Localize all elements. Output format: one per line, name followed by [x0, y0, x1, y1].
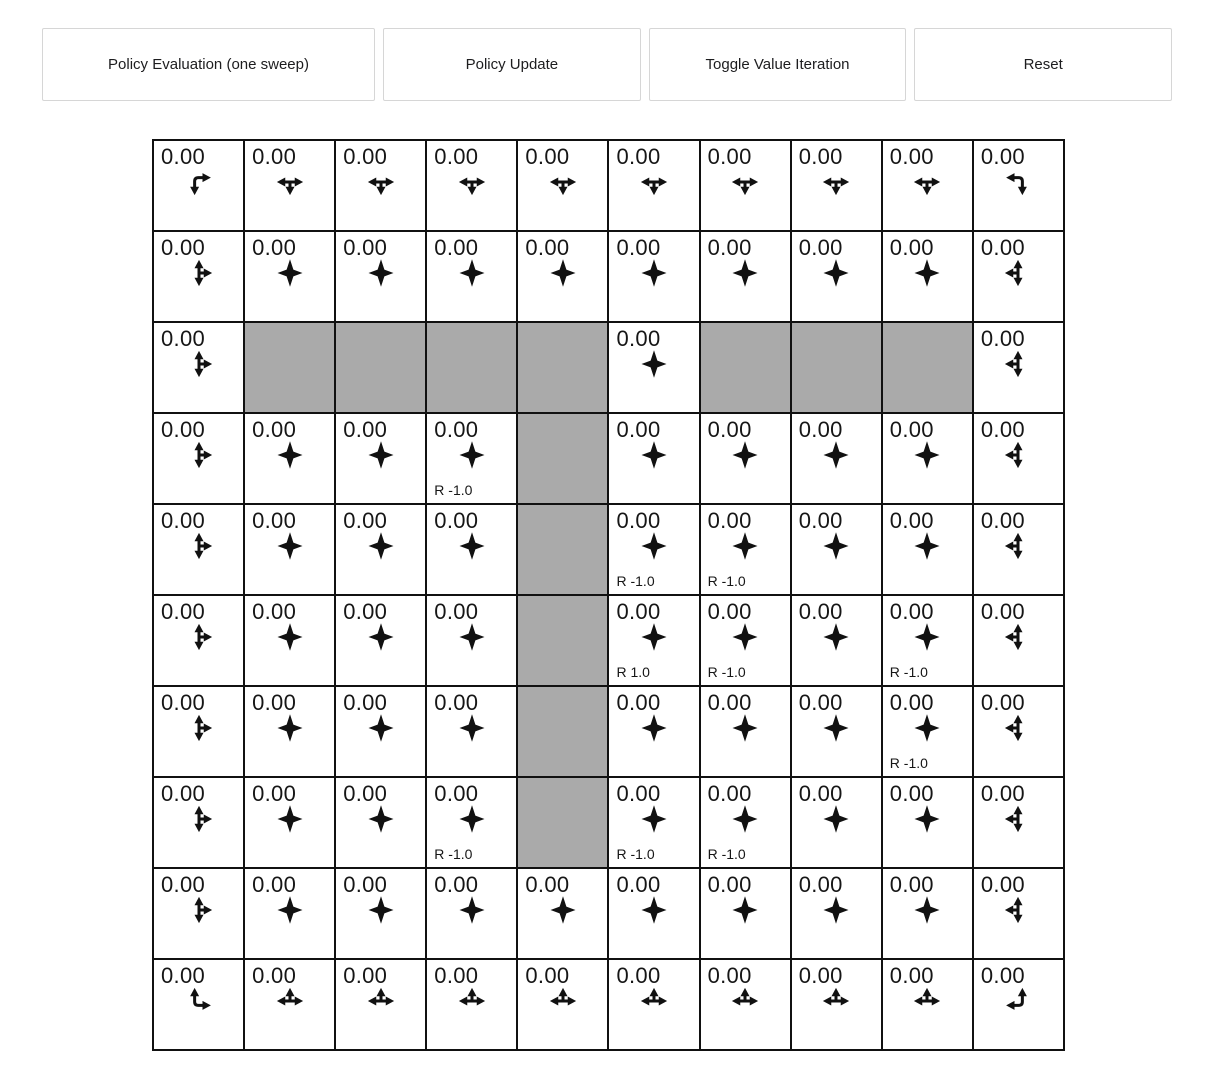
grid-cell — [974, 778, 1063, 867]
policy-arrow-all-directions-icon — [366, 258, 396, 288]
cell-value: 0.00 — [252, 417, 297, 442]
grid-cell — [154, 596, 243, 685]
policy-arrow-left-up-right-icon — [821, 986, 851, 1016]
policy-arrow-up-down-left-icon — [1003, 440, 1033, 470]
cell-value: 0.00 — [980, 144, 1025, 169]
grid-cell — [701, 778, 790, 867]
cell-value: 0.00 — [434, 508, 479, 533]
grid-cell — [336, 505, 425, 594]
policy-update-button[interactable]: Policy Update — [383, 28, 641, 101]
cell-value: 0.00 — [798, 872, 843, 897]
policy-arrow-all-directions-icon — [275, 531, 305, 561]
policy-arrow-all-directions-icon — [457, 258, 487, 288]
grid-cell — [336, 414, 425, 503]
grid-cell — [609, 960, 698, 1049]
grid-cell — [518, 232, 607, 321]
grid-cell — [701, 960, 790, 1049]
grid-cell — [154, 505, 243, 594]
cell-value: 0.00 — [707, 235, 752, 260]
grid-cell — [792, 960, 881, 1049]
cell-reward: R -1.0 — [707, 664, 746, 680]
cell-value: 0.00 — [616, 144, 661, 169]
policy-arrow-left-up-right-icon — [366, 986, 396, 1016]
grid-cell — [792, 687, 881, 776]
wall-cell — [427, 323, 516, 412]
grid-cell — [883, 141, 972, 230]
policy-arrow-left-down-icon — [1003, 167, 1033, 197]
grid-cell — [427, 687, 516, 776]
cell-value: 0.00 — [616, 326, 661, 351]
policy-arrow-up-left-icon — [1003, 986, 1033, 1016]
policy-arrow-all-directions-icon — [821, 440, 851, 470]
grid-cell — [974, 869, 1063, 958]
cell-value: 0.00 — [525, 872, 570, 897]
policy-arrow-all-directions-icon — [275, 622, 305, 652]
cell-value: 0.00 — [161, 872, 206, 897]
grid-cell — [245, 960, 334, 1049]
grid-cell — [245, 505, 334, 594]
cell-value: 0.00 — [434, 599, 479, 624]
policy-arrow-left-down-right-icon — [639, 167, 669, 197]
grid-cell — [245, 687, 334, 776]
grid-cell — [792, 778, 881, 867]
policy-arrow-all-directions-icon — [366, 895, 396, 925]
grid-cell — [336, 141, 425, 230]
cell-value: 0.00 — [343, 144, 388, 169]
cell-value: 0.00 — [798, 963, 843, 988]
policy-arrow-all-directions-icon — [457, 440, 487, 470]
grid-cell — [792, 232, 881, 321]
cell-value: 0.00 — [616, 508, 661, 533]
grid-cell — [154, 232, 243, 321]
cell-value: 0.00 — [798, 144, 843, 169]
policy-arrow-all-directions-icon — [275, 713, 305, 743]
cell-value: 0.00 — [161, 508, 206, 533]
cell-value: 0.00 — [798, 781, 843, 806]
cell-value: 0.00 — [889, 235, 934, 260]
policy-arrow-all-directions-icon — [639, 258, 669, 288]
grid-cell — [792, 141, 881, 230]
cell-value: 0.00 — [525, 144, 570, 169]
wall-cell — [518, 414, 607, 503]
policy-arrow-all-directions-icon — [912, 440, 942, 470]
cell-value: 0.00 — [889, 417, 934, 442]
policy-arrow-left-down-right-icon — [730, 167, 760, 197]
grid-cell — [883, 596, 972, 685]
grid-cell — [974, 323, 1063, 412]
cell-value: 0.00 — [980, 417, 1025, 442]
policy-arrow-all-directions-icon — [457, 804, 487, 834]
cell-value: 0.00 — [434, 417, 479, 442]
policy-arrow-all-directions-icon — [912, 531, 942, 561]
policy-arrow-all-directions-icon — [639, 440, 669, 470]
policy-arrow-all-directions-icon — [366, 804, 396, 834]
cell-value: 0.00 — [343, 963, 388, 988]
grid-cell — [427, 596, 516, 685]
cell-value: 0.00 — [434, 144, 479, 169]
policy-arrow-left-up-right-icon — [275, 986, 305, 1016]
policy-arrow-all-directions-icon — [366, 531, 396, 561]
grid-cell — [609, 596, 698, 685]
policy-arrow-all-directions-icon — [730, 713, 760, 743]
grid-cell — [883, 505, 972, 594]
grid-cell — [154, 869, 243, 958]
cell-value: 0.00 — [707, 599, 752, 624]
cell-value: 0.00 — [161, 599, 206, 624]
cell-reward: R -1.0 — [889, 664, 928, 680]
grid-cell — [154, 414, 243, 503]
cell-value: 0.00 — [707, 781, 752, 806]
grid-cell — [154, 141, 243, 230]
cell-value: 0.00 — [798, 235, 843, 260]
grid-cell — [427, 778, 516, 867]
grid-cell — [974, 414, 1063, 503]
grid-cell — [974, 596, 1063, 685]
toolbar — [42, 28, 1172, 101]
policy-arrow-left-down-right-icon — [548, 167, 578, 197]
cell-value: 0.00 — [798, 690, 843, 715]
policy-arrow-up-down-left-icon — [1003, 804, 1033, 834]
cell-reward: R -1.0 — [707, 846, 746, 862]
cell-value: 0.00 — [707, 144, 752, 169]
policy-arrow-all-directions-icon — [639, 713, 669, 743]
policy-arrow-up-down-right-icon — [184, 440, 214, 470]
grid-cell — [883, 960, 972, 1049]
policy-arrow-all-directions-icon — [730, 804, 760, 834]
cell-value: 0.00 — [980, 690, 1025, 715]
reset-button[interactable]: Reset — [914, 28, 1172, 101]
grid-cell — [336, 596, 425, 685]
cell-reward: R -1.0 — [707, 573, 746, 589]
policy-arrow-all-directions-icon — [821, 713, 851, 743]
cell-value: 0.00 — [889, 144, 934, 169]
policy-arrow-all-directions-icon — [821, 895, 851, 925]
cell-value: 0.00 — [707, 690, 752, 715]
policy-arrow-all-directions-icon — [457, 713, 487, 743]
policy-arrow-all-directions-icon — [457, 895, 487, 925]
cell-value: 0.00 — [616, 872, 661, 897]
cell-value: 0.00 — [252, 690, 297, 715]
cell-value: 0.00 — [343, 872, 388, 897]
cell-value: 0.00 — [707, 508, 752, 533]
policy-arrow-all-directions-icon — [639, 804, 669, 834]
grid-cell — [518, 141, 607, 230]
grid-cell — [792, 505, 881, 594]
grid-cell — [427, 505, 516, 594]
cell-value: 0.00 — [980, 508, 1025, 533]
cell-value: 0.00 — [161, 235, 206, 260]
policy-arrow-all-directions-icon — [912, 258, 942, 288]
grid-cell — [974, 141, 1063, 230]
cell-value: 0.00 — [252, 508, 297, 533]
policy-arrow-all-directions-icon — [730, 258, 760, 288]
cell-value: 0.00 — [434, 781, 479, 806]
policy-arrow-all-directions-icon — [275, 804, 305, 834]
grid-cell — [792, 596, 881, 685]
grid-cell — [518, 869, 607, 958]
cell-value: 0.00 — [980, 872, 1025, 897]
grid-cell — [154, 960, 243, 1049]
grid-cell — [701, 505, 790, 594]
policy-arrow-all-directions-icon — [366, 440, 396, 470]
wall-cell — [701, 323, 790, 412]
cell-value: 0.00 — [980, 326, 1025, 351]
policy-arrow-up-down-left-icon — [1003, 531, 1033, 561]
policy-arrow-all-directions-icon — [912, 895, 942, 925]
policy-arrow-all-directions-icon — [275, 895, 305, 925]
grid-cell — [427, 141, 516, 230]
policy-arrow-left-up-right-icon — [912, 986, 942, 1016]
grid-cell — [245, 232, 334, 321]
cell-value: 0.00 — [616, 599, 661, 624]
policy-arrow-left-down-right-icon — [275, 167, 305, 197]
grid-cell — [701, 141, 790, 230]
cell-reward: R 1.0 — [616, 664, 650, 680]
cell-reward: R -1.0 — [434, 482, 473, 498]
cell-value: 0.00 — [889, 599, 934, 624]
policy-arrow-up-down-right-icon — [184, 622, 214, 652]
grid-cell — [245, 141, 334, 230]
policy-arrow-down-right-icon — [184, 167, 214, 197]
policy-evaluation-button[interactable]: Policy Evaluation (one sweep) — [42, 28, 375, 101]
cell-reward: R -1.0 — [616, 846, 655, 862]
toggle-value-iteration-button[interactable]: Toggle Value Iteration — [649, 28, 907, 101]
policy-arrow-all-directions-icon — [457, 531, 487, 561]
cell-reward: R -1.0 — [889, 755, 928, 771]
cell-value: 0.00 — [525, 235, 570, 260]
policy-arrow-all-directions-icon — [639, 622, 669, 652]
policy-arrow-up-down-right-icon — [184, 895, 214, 925]
grid-cell — [701, 869, 790, 958]
cell-value: 0.00 — [889, 508, 934, 533]
cell-value: 0.00 — [252, 144, 297, 169]
policy-arrow-up-down-right-icon — [184, 258, 214, 288]
grid-cell — [883, 869, 972, 958]
cell-value: 0.00 — [252, 235, 297, 260]
policy-arrow-left-up-right-icon — [457, 986, 487, 1016]
grid-cell — [336, 687, 425, 776]
cell-value: 0.00 — [343, 417, 388, 442]
policy-arrow-all-directions-icon — [912, 804, 942, 834]
grid-cell — [154, 323, 243, 412]
grid-cell — [518, 960, 607, 1049]
grid-cell — [245, 596, 334, 685]
grid-cell — [701, 596, 790, 685]
grid-cell — [609, 778, 698, 867]
policy-arrow-all-directions-icon — [548, 258, 578, 288]
wall-cell — [518, 505, 607, 594]
wall-cell — [518, 596, 607, 685]
policy-arrow-left-down-right-icon — [366, 167, 396, 197]
policy-arrow-all-directions-icon — [730, 895, 760, 925]
cell-value: 0.00 — [434, 690, 479, 715]
grid-cell — [883, 414, 972, 503]
grid-cell — [154, 687, 243, 776]
cell-value: 0.00 — [343, 599, 388, 624]
grid-cell — [974, 687, 1063, 776]
policy-arrow-all-directions-icon — [366, 713, 396, 743]
grid-cell — [609, 141, 698, 230]
policy-arrow-up-down-right-icon — [184, 349, 214, 379]
policy-arrow-all-directions-icon — [366, 622, 396, 652]
grid-cell — [701, 414, 790, 503]
cell-value: 0.00 — [434, 235, 479, 260]
cell-value: 0.00 — [252, 963, 297, 988]
grid-cell — [609, 414, 698, 503]
policy-arrow-all-directions-icon — [639, 895, 669, 925]
cell-value: 0.00 — [343, 690, 388, 715]
policy-arrow-up-down-left-icon — [1003, 622, 1033, 652]
wall-cell — [518, 687, 607, 776]
policy-arrow-all-directions-icon — [730, 622, 760, 652]
policy-arrow-up-down-right-icon — [184, 804, 214, 834]
policy-arrow-up-down-left-icon — [1003, 895, 1033, 925]
policy-arrow-up-down-right-icon — [184, 531, 214, 561]
grid-cell — [883, 778, 972, 867]
grid-cell — [974, 960, 1063, 1049]
cell-value: 0.00 — [980, 963, 1025, 988]
grid-cell — [883, 232, 972, 321]
grid-cell — [701, 232, 790, 321]
cell-value: 0.00 — [616, 690, 661, 715]
cell-value: 0.00 — [343, 508, 388, 533]
policy-arrow-left-down-right-icon — [821, 167, 851, 197]
policy-arrow-all-directions-icon — [730, 440, 760, 470]
cell-value: 0.00 — [616, 963, 661, 988]
cell-value: 0.00 — [616, 781, 661, 806]
policy-arrow-all-directions-icon — [457, 622, 487, 652]
policy-arrow-all-directions-icon — [639, 349, 669, 379]
policy-arrow-all-directions-icon — [821, 258, 851, 288]
cell-value: 0.00 — [889, 781, 934, 806]
grid-cell — [245, 869, 334, 958]
cell-value: 0.00 — [980, 235, 1025, 260]
cell-value: 0.00 — [707, 417, 752, 442]
cell-value: 0.00 — [161, 963, 206, 988]
cell-value: 0.00 — [980, 781, 1025, 806]
policy-arrow-up-down-left-icon — [1003, 258, 1033, 288]
grid-cell — [336, 869, 425, 958]
grid-cell — [701, 687, 790, 776]
grid-cell — [427, 232, 516, 321]
grid-cell — [336, 778, 425, 867]
cell-value: 0.00 — [161, 690, 206, 715]
grid-cell — [336, 232, 425, 321]
cell-value: 0.00 — [525, 963, 570, 988]
cell-value: 0.00 — [707, 872, 752, 897]
cell-value: 0.00 — [161, 326, 206, 351]
policy-arrow-all-directions-icon — [730, 531, 760, 561]
grid-cell — [427, 960, 516, 1049]
grid-cell — [245, 778, 334, 867]
grid-cell — [427, 414, 516, 503]
cell-reward: R -1.0 — [434, 846, 473, 862]
grid-cell — [609, 323, 698, 412]
cell-value: 0.00 — [252, 872, 297, 897]
policy-arrow-all-directions-icon — [639, 531, 669, 561]
wall-cell — [883, 323, 972, 412]
grid-cell — [154, 778, 243, 867]
policy-arrow-up-right-icon — [184, 986, 214, 1016]
cell-reward: R -1.0 — [616, 573, 655, 589]
cell-value: 0.00 — [889, 872, 934, 897]
policy-arrow-left-up-right-icon — [639, 986, 669, 1016]
cell-value: 0.00 — [707, 963, 752, 988]
cell-value: 0.00 — [161, 417, 206, 442]
grid-cell — [427, 869, 516, 958]
policy-arrow-up-down-right-icon — [184, 713, 214, 743]
grid-cell — [792, 414, 881, 503]
policy-arrow-all-directions-icon — [548, 895, 578, 925]
grid-cell — [609, 232, 698, 321]
cell-value: 0.00 — [434, 872, 479, 897]
cell-value: 0.00 — [889, 963, 934, 988]
policy-arrow-all-directions-icon — [821, 622, 851, 652]
cell-value: 0.00 — [980, 599, 1025, 624]
wall-cell — [245, 323, 334, 412]
policy-arrow-left-down-right-icon — [912, 167, 942, 197]
grid-cell — [792, 869, 881, 958]
policy-arrow-left-down-right-icon — [457, 167, 487, 197]
policy-arrow-all-directions-icon — [275, 258, 305, 288]
grid-cell — [609, 869, 698, 958]
grid-cell — [974, 232, 1063, 321]
cell-value: 0.00 — [434, 963, 479, 988]
cell-value: 0.00 — [798, 599, 843, 624]
policy-arrow-all-directions-icon — [821, 531, 851, 561]
policy-arrow-up-down-left-icon — [1003, 349, 1033, 379]
wall-cell — [792, 323, 881, 412]
gridworld — [152, 139, 1065, 1051]
grid-cell — [336, 960, 425, 1049]
cell-value: 0.00 — [616, 235, 661, 260]
policy-arrow-all-directions-icon — [275, 440, 305, 470]
grid-cell — [245, 414, 334, 503]
cell-value: 0.00 — [343, 235, 388, 260]
cell-value: 0.00 — [343, 781, 388, 806]
grid-cell — [883, 687, 972, 776]
policy-arrow-all-directions-icon — [912, 622, 942, 652]
cell-value: 0.00 — [252, 781, 297, 806]
wall-cell — [336, 323, 425, 412]
cell-value: 0.00 — [616, 417, 661, 442]
cell-value: 0.00 — [161, 144, 206, 169]
cell-value: 0.00 — [798, 508, 843, 533]
cell-value: 0.00 — [798, 417, 843, 442]
policy-arrow-up-down-left-icon — [1003, 713, 1033, 743]
policy-arrow-left-up-right-icon — [548, 986, 578, 1016]
grid-cell — [609, 687, 698, 776]
cell-value: 0.00 — [889, 690, 934, 715]
cell-value: 0.00 — [161, 781, 206, 806]
policy-arrow-left-up-right-icon — [730, 986, 760, 1016]
wall-cell — [518, 778, 607, 867]
policy-arrow-all-directions-icon — [912, 713, 942, 743]
cell-value: 0.00 — [252, 599, 297, 624]
grid-cell — [609, 505, 698, 594]
policy-arrow-all-directions-icon — [821, 804, 851, 834]
grid-cell — [974, 505, 1063, 594]
wall-cell — [518, 323, 607, 412]
